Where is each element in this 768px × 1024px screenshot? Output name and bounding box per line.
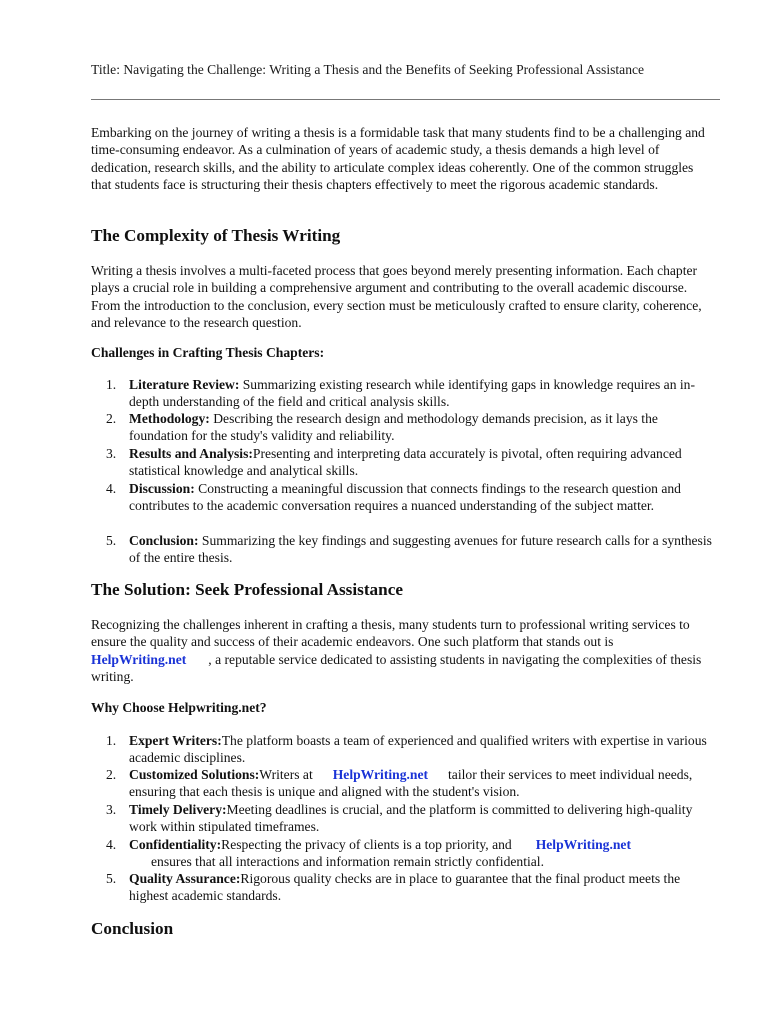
- list-item-text: Rigorous quality checks are in place to guarantee that the final product meets the highest academic standards.: [129, 871, 681, 904]
- list-number: 4.: [106, 837, 117, 852]
- list-item-text: Presenting and interpreting data accurately is pivotal, often requiring advanced statistical knowledge and analytical skills.: [129, 446, 682, 479]
- list-item-label: Results and Analysis:: [129, 446, 253, 461]
- list-item-label: Methodology:: [129, 411, 210, 426]
- list-number: 3.: [106, 446, 117, 461]
- document-title: Title: Navigating the Challenge: Writing a Thesis and the Benefits of Seeking Professional Assistance: [91, 62, 645, 77]
- complexity-paragraph: Writing a thesis involves a multi-faceted process that goes beyond merely presenting information. Each chapter plays a crucial role in building a comprehensive argument and contributing to the overall academic discourse. From the introduction to the conclusion, every section must be meticulously crafted to ensure clarity, coherence, and relevance to the research question.: [91, 263, 702, 331]
- list-item-text: Constructing a meaningful discussion that connects findings to the research question and contributes to the academic conversation requires a nuanced understanding of the subject matter.: [129, 481, 681, 514]
- list-number: 2.: [106, 411, 117, 426]
- list-item-text: Summarizing the key findings and suggesting avenues for future research calls for a synthesis of the entire thesis.: [129, 533, 712, 566]
- list-number: 1.: [106, 733, 117, 748]
- list-item-text: The platform boasts a team of experienced and qualified writers with expertise in various academic disciplines.: [129, 733, 707, 766]
- challenges-subheading: Challenges in Crafting Thesis Chapters:: [91, 345, 325, 360]
- list-item-label: Expert Writers:: [129, 733, 222, 748]
- list-item-label: Timely Delivery:: [129, 802, 227, 817]
- solution-text-before: Recognizing the challenges inherent in crafting a thesis, many students turn to professional writing services to ensure the quality and success of their academic endeavors. One such platform that stands out is: [91, 617, 690, 650]
- section-heading-complexity: The Complexity of Thesis Writing: [91, 226, 341, 245]
- list-number: 5.: [106, 871, 117, 886]
- list-item-text-after: ensures that all interactions and information remain strictly confidential.: [151, 854, 544, 870]
- list-item-text: Summarizing existing research while identifying gaps in knowledge requires an in-depth understanding of the field and critical analysis skills.: [129, 377, 696, 410]
- list-number: 5.: [106, 533, 117, 548]
- list-item-text-before: Writers at: [259, 767, 313, 782]
- helpwriting-link[interactable]: HelpWriting.net: [332, 767, 429, 782]
- list-item-label: Conclusion:: [129, 533, 199, 548]
- list-item-label: Quality Assurance:: [129, 871, 241, 886]
- list-item-text: Describing the research design and methodology demands precision, as it lays the foundation for the study's validity and reliability.: [129, 411, 658, 444]
- helpwriting-link[interactable]: HelpWriting.net: [535, 837, 631, 852]
- list-number: 4.: [106, 481, 117, 496]
- list-item-label: Discussion:: [129, 481, 195, 496]
- section-heading-conclusion: Conclusion: [91, 919, 174, 938]
- list-item-label: Customized Solutions:: [129, 767, 260, 782]
- section-heading-solution: The Solution: Seek Professional Assistance: [91, 580, 403, 599]
- solution-text-after: , a reputable service dedicated to assisting students in navigating the complexities of thesis writing.: [91, 651, 702, 685]
- list-number: 2.: [106, 767, 117, 782]
- list-item-text: Meeting deadlines is crucial, and the platform is committed to delivering high-quality work within stipulated timeframes.: [129, 802, 693, 835]
- title-divider: [91, 99, 720, 100]
- list-item-text-after: tailor their services to meet individual needs, ensuring that each thesis is unique and aligned with the student's vision.: [129, 767, 693, 800]
- list-item-label: Confidentiality:: [129, 837, 222, 852]
- helpwriting-link[interactable]: HelpWriting.net: [91, 651, 187, 667]
- list-number: 3.: [106, 802, 117, 817]
- list-number: 1.: [106, 377, 117, 392]
- solution-paragraph: [91, 616, 716, 686]
- list-item-label: Literature Review:: [129, 377, 240, 392]
- why-choose-subheading: Why Choose Helpwriting.net?: [91, 700, 267, 715]
- list-item-text-before: Respecting the privacy of clients is a top priority, and: [221, 837, 512, 852]
- intro-paragraph: Embarking on the journey of writing a thesis is a formidable task that many students find to be a challenging and time-consuming endeavor. As a culmination of years of academic study, a thesis demands a high level of dedication, research skills, and the ability to articulate complex ideas coherently. One of the common struggles that students face is structuring their thesis chapters effectively to meet the rigorous academic standards.: [91, 125, 705, 193]
